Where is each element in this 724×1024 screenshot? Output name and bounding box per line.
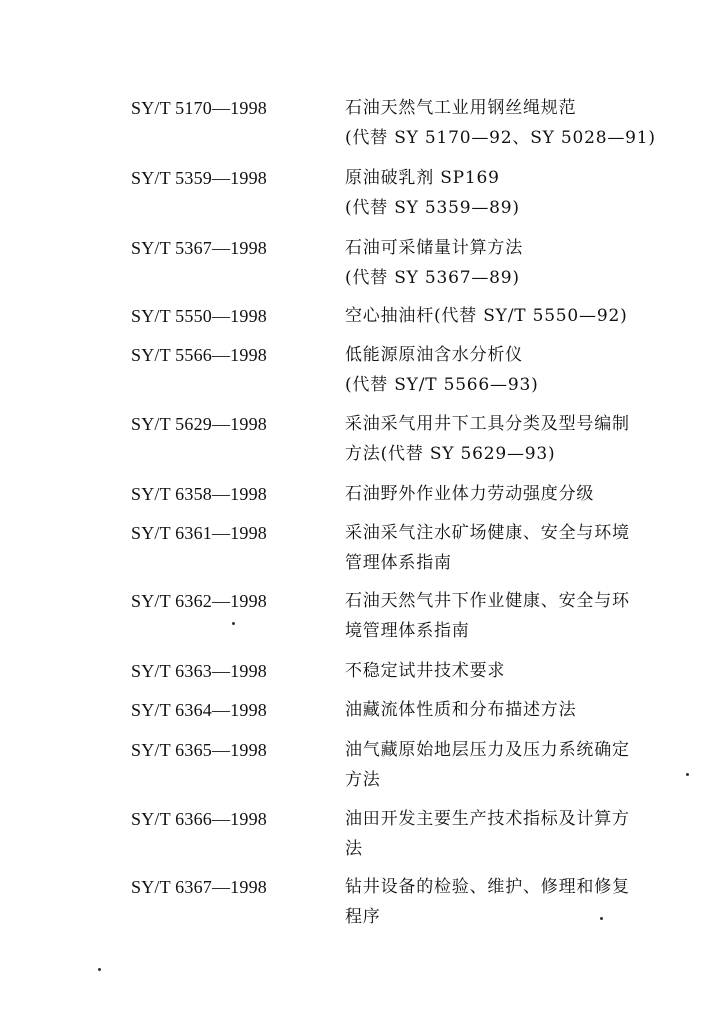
standard-code: SY/T 6362—1998	[131, 591, 267, 611]
scan-speck	[600, 917, 603, 920]
standard-title	[345, 340, 690, 400]
standard-title	[345, 163, 690, 223]
standard-code: SY/T 5566—1998	[131, 345, 267, 365]
standard-title-line: 采油采气注水矿场健康、安全与环境	[345, 523, 630, 543]
standard-code: SY/T 6363—1998	[131, 661, 267, 681]
standard-title-line: 低能源原油含水分析仪	[345, 345, 523, 365]
standard-title-line: 采油采气用井下工具分类及型号编制	[345, 414, 630, 434]
standard-code: SY/T 6364—1998	[131, 700, 267, 720]
standard-code: SY/T 5170—1998	[131, 98, 267, 118]
standard-title-line: 石油天然气井下作业健康、安全与环	[345, 591, 630, 611]
standard-title	[345, 735, 690, 795]
scan-speck	[98, 968, 101, 971]
scan-speck	[686, 773, 689, 776]
standard-title	[345, 586, 690, 646]
standard-code: SY/T 5629—1998	[131, 414, 267, 434]
standard-title-line: (代替 SY 5367—89)	[345, 268, 520, 288]
standard-title	[345, 804, 690, 864]
standard-title	[345, 518, 690, 578]
standard-title-line: 油田开发主要生产技术指标及计算方	[345, 809, 630, 829]
standard-title-line: 法	[345, 839, 363, 859]
standard-title-line: 程序	[345, 907, 381, 927]
standard-code: SY/T 6365—1998	[131, 740, 267, 760]
standard-title	[345, 301, 690, 331]
standard-title-line: 空心抽油杆(代替 SY/T 5550—92)	[345, 306, 628, 326]
standard-title-line: (代替 SY 5359—89)	[345, 198, 520, 218]
standard-title-line: 方法	[345, 770, 381, 790]
standard-title-line: 钻井设备的检验、维护、修理和修复	[345, 877, 630, 897]
standard-code: SY/T 5550—1998	[131, 306, 267, 326]
standard-title	[345, 695, 690, 725]
standard-title	[345, 233, 690, 293]
standard-title-line: 原油破乳剂 SP169	[345, 168, 500, 188]
standard-title	[345, 93, 690, 153]
standard-title-line: 管理体系指南	[345, 553, 452, 573]
standard-code: SY/T 6358—1998	[131, 484, 267, 504]
standard-title	[345, 409, 690, 469]
standard-title-line: 方法(代替 SY 5629—93)	[345, 444, 556, 464]
standard-title	[345, 656, 690, 686]
standard-code: SY/T 6361—1998	[131, 523, 267, 543]
standard-title-line: 石油天然气工业用钢丝绳规范	[345, 98, 577, 118]
scan-speck	[232, 622, 235, 625]
standard-code: SY/T 6367—1998	[131, 877, 267, 897]
standard-title-line: 油藏流体性质和分布描述方法	[345, 700, 577, 720]
standard-title-line: 境管理体系指南	[345, 621, 470, 641]
standard-title-line: (代替 SY 5170—92、SY 5028—91)	[345, 128, 656, 148]
standard-title	[345, 479, 690, 509]
standard-title-line: 石油可采储量计算方法	[345, 238, 523, 258]
standard-code: SY/T 5359—1998	[131, 168, 267, 188]
standard-title-line: 油气藏原始地层压力及压力系统确定	[345, 740, 630, 760]
standard-title-line: (代替 SY/T 5566—93)	[345, 375, 539, 395]
standard-code: SY/T 6366—1998	[131, 809, 267, 829]
standard-title-line: 石油野外作业体力劳动强度分级	[345, 484, 595, 504]
standard-title-line: 不稳定试井技术要求	[345, 661, 506, 681]
standard-code: SY/T 5367—1998	[131, 238, 267, 258]
standard-title	[345, 872, 690, 932]
